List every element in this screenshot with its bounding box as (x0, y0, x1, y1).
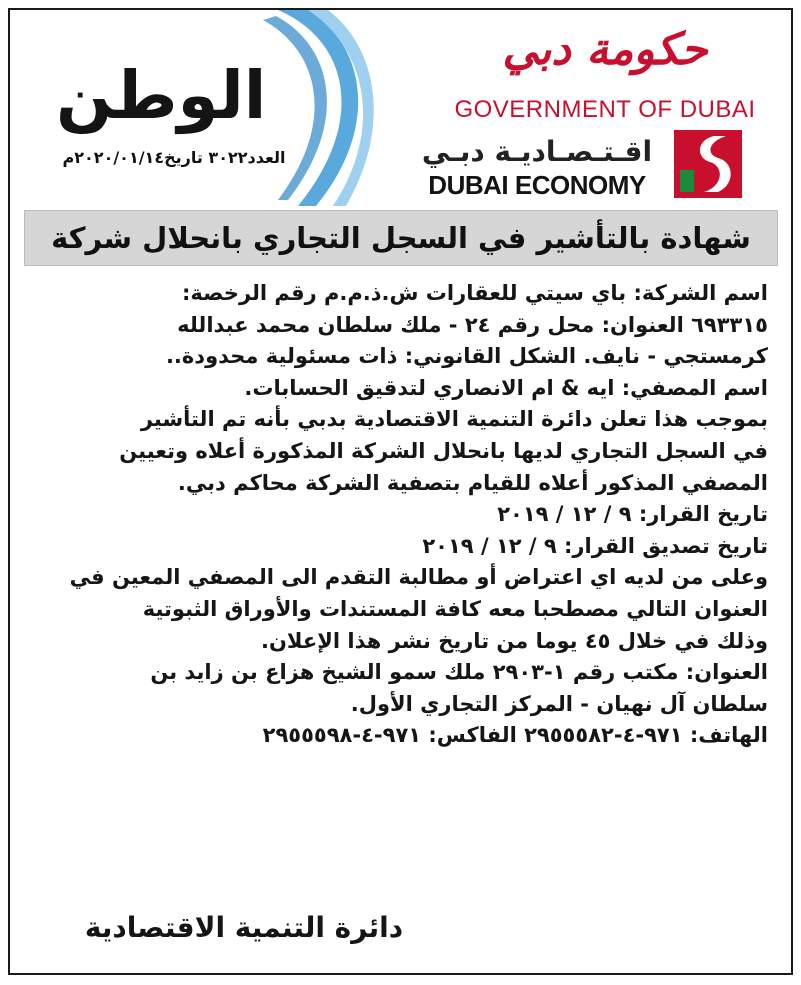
body-line: في السجل التجاري لديها بانحلال الشركة المذكورة أعلاه وتعيين (119, 438, 768, 463)
body-line: اسم الشركة: باي سيتي للعقارات ش.ذ.م.م رقم الرخصة: (181, 281, 768, 305)
body-line: اسم المصفي: ايه & ام الانصاري لتدقيق الحسابات. (244, 375, 768, 400)
body-line: وذلك في خلال ٤٥ يوما من تاريخ نشر هذا الإعلان. (261, 628, 768, 653)
notice-body (32, 278, 768, 752)
body-line: ٦٩٣٣١٥ العنوان: محل رقم ٢٤ - ملك سلطان محمد عبدالله (177, 312, 768, 337)
body-line: الهاتف: ٩٧١-٤-٢٩٥٥٥٨٢ الفاكس: ٩٧١-٤-٢٩٥٥٥٩٨ (262, 723, 768, 748)
newspaper-swoosh-graphic (258, 10, 388, 206)
body-line: كرمستجي - نايف. الشكل القانوني: ذات مسئولية محدودة.. (165, 344, 768, 369)
issue-date-line: العدد٣٠٢٢ تاريخ٢٠٢٠/٠١/١٤م (62, 148, 286, 167)
header (10, 10, 791, 206)
body-line: بموجب هذا تعلن دائرة التنمية الاقتصادية بدبي بأنه تم التأشير (140, 407, 768, 432)
body-line: سلطان آل نهيان - المركز التجاري الأول. (350, 691, 768, 716)
body-line: المصفي المذكور أعلاه للقيام بتصفية الشركة محاكم دبي. (177, 470, 768, 495)
dubai-economy-emblem-icon (674, 130, 742, 198)
body-line: تاريخ القرار: ٩ / ١٢ / ٢٠١٩ (497, 502, 768, 527)
government-logo-english: GOVERNMENT OF DUBAI (454, 96, 756, 123)
notice-title: شهادة بالتأشير في السجل التجاري بانحلال شركة (24, 210, 778, 266)
government-logo-arabic: حكومة دبي (502, 24, 708, 75)
advertisement-frame (8, 8, 793, 975)
body-line: وعلى من لديه اي اعتراض أو مطالبة التقدم الى المصفي المعين في (69, 565, 768, 590)
newspaper-logo: الوطن (56, 57, 267, 134)
department-name-arabic: اقـتـصـاديـة دبـي (421, 135, 653, 168)
body-line: العنوان: مكتب رقم ١-٢٩٠٣ ملك سمو الشيخ هزاع بن زايد بن (150, 660, 768, 685)
body-line: تاريخ تصديق القرار: ٩ / ١٢ / ٢٠١٩ (422, 533, 768, 558)
department-name-english: DUBAI ECONOMY (428, 170, 646, 200)
body-line: العنوان التالي مصطحبا معه كافة المستندات والأوراق الثبوتية (142, 596, 768, 621)
issuer-signature: دائرة التنمية الاقتصادية (84, 911, 404, 944)
